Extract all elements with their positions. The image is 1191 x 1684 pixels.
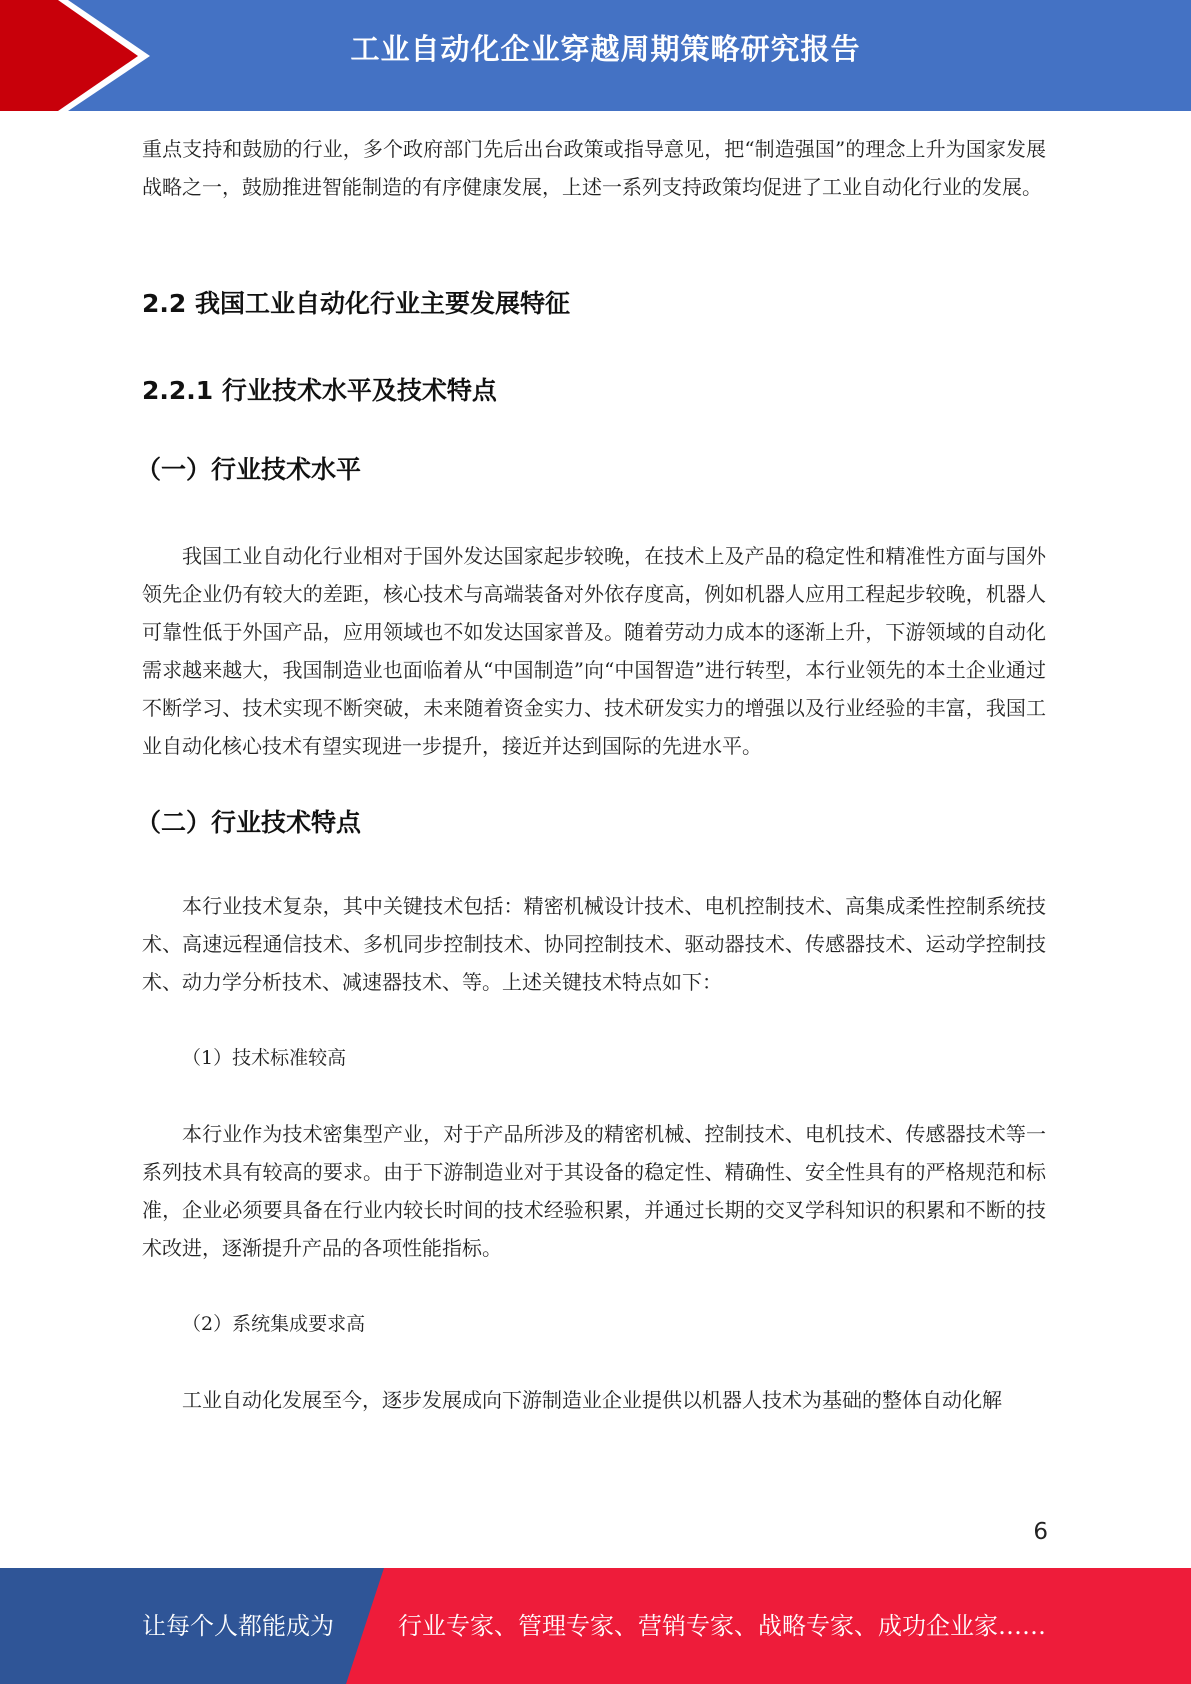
section-heading-2-2: 2.2 我国工业自动化行业主要发展特征 (142, 289, 570, 318)
tech-level-paragraph: 我国工业自动化行业相对于国外发达国家起步较晚，在技术上及产品的稳定性和精准性方面与国外领先企业仍有较大的差距，核心技术与高端装备对外依存度高，例如机器人应用工程起步较晚，机器人可靠性低于外国产品，应用领域也不如发达国家普及。随着劳动力成本的逐渐上升，下游领域的自动化需求越来越大，我国制造业也面临着从“中国制造”向“中国智造”进行转型，本行业领先的本土企业通过不断学习、技术实现不断突破，未来随着资金实力、技术研发实力的增强以及行业经验的丰富，我国工业自动化核心技术有望实现进一步提升，接近并达到国际的先进水平。 (142, 544, 1046, 758)
subsection-heading-tech-level: （一）行业技术水平 (136, 455, 362, 484)
page-body (136, 130, 1046, 1419)
page-header (0, 0, 1191, 111)
list-item-heading-2: （2）系统集成要求高 (182, 1313, 366, 1335)
list-item-paragraph-2: 工业自动化发展至今，逐步发展成向下游制造业企业提供以机器人技术为基础的整体自动化解 (182, 1388, 1002, 1412)
report-title: 工业自动化企业穿越周期策略研究报告 (350, 32, 861, 66)
footer-slogan-left: 让每个人都能成为 (142, 1612, 334, 1640)
subsection-heading-tech-features: （二）行业技术特点 (136, 808, 362, 837)
list-item-heading-1: （1）技术标准较高 (182, 1047, 347, 1069)
page-number: 6 (1033, 1519, 1048, 1545)
tech-features-paragraph: 本行业技术复杂，其中关键技术包括：精密机械设计技术、电机控制技术、高集成柔性控制系统技术、高速远程通信技术、多机同步控制技术、协同控制技术、驱动器技术、传感器技术、运动学控制技术、动力学分析技术、减速器技术、等。上述关键技术特点如下： (142, 894, 1046, 994)
intro-paragraph: 重点支持和鼓励的行业，多个政府部门先后出台政策或指导意见，把“制造强国”的理念上升为国家发展战略之一，鼓励推进智能制造的有序健康发展，上述一系列支持政策均促进了工业自动化行业的发展。 (142, 137, 1046, 199)
footer-slogan-right: 行业专家、管理专家、营销专家、战略专家、成功企业家…… (398, 1612, 1046, 1640)
section-heading-2-2-1: 2.2.1 行业技术水平及技术特点 (142, 376, 497, 405)
list-item-paragraph-1: 本行业作为技术密集型产业，对于产品所涉及的精密机械、控制技术、电机技术、传感器技术等一系列技术具有较高的要求。由于下游制造业对于其设备的稳定性、精确性、安全性具有的严格规范和标准，企业必须要具备在行业内较长时间的技术经验积累，并通过长期的交叉学科知识的积累和不断的技术改进，逐渐提升产品的各项性能指标。 (142, 1122, 1046, 1260)
page-footer (0, 1568, 1191, 1684)
